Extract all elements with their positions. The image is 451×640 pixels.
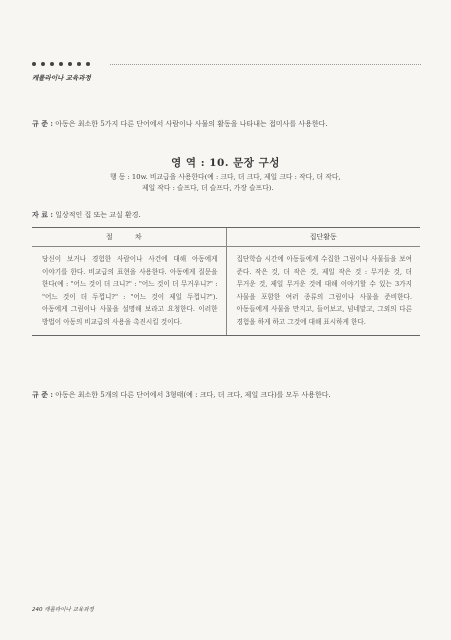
header-dot <box>50 62 54 66</box>
behavior-block <box>110 172 410 194</box>
header-dot <box>77 62 81 66</box>
header-divider <box>110 64 421 65</box>
activity-table <box>32 227 420 336</box>
criterion-label: 규 준 : <box>32 119 53 128</box>
behavior-line-1: 10w. 비교급을 사용한다(예 : 크다, 더 크다, 제일 크다 : 작다, 더 작다, <box>131 173 341 181</box>
header-dot <box>68 62 72 66</box>
criterion-text: 아동은 최소한 5가지 다른 단어에서 사람이나 사물의 활동을 나타내는 접미사를 사용한다. <box>55 120 328 128</box>
header-dot <box>59 62 63 66</box>
header-dot <box>86 62 90 66</box>
behavior-label: 행 동 : <box>110 173 130 181</box>
page-footer <box>32 605 94 613</box>
criterion-2 <box>32 390 423 400</box>
group-activity-header: 집단활동 <box>309 233 337 241</box>
criterion-text: 아동은 최소한 5개의 다른 단어에서 3형태(예 : 크다, 더 크다, 제일 크다)를 모두 사용한다. <box>55 391 331 399</box>
header-dot <box>41 62 45 66</box>
criterion-label: 규 준 : <box>32 390 53 399</box>
header-dots <box>32 62 90 66</box>
material-text: 일상적인 집 또는 교실 환경. <box>55 211 141 219</box>
section-title: 영 역 : 10. 문장 구성 <box>171 157 280 169</box>
table-body-row <box>32 247 420 335</box>
page-number: 240 <box>32 607 43 613</box>
running-header: 캐롤라이나 교육과정 <box>32 74 91 82</box>
procedure-header: 절 차 <box>32 228 227 246</box>
table-header-row <box>32 228 420 247</box>
group-activity-text: 집단학습 시간에 아동들에게 수집한 그림이나 사물들을 보여 준다. 작은 것, 더 작은 것, 제일 작은 것 : 무거운 것, 더 무거운 것, 제일 무거운 것에 대해 이야기할 수 있는 3가지 사물을 포함한 여러 종류의 그림이나 사물을 준비한다. 아동들에게 사물을 만지고, 들어보고, 넘네맡고, 그외의 다른 경험을 하게 하고 그것에 대해 표시하게 한다. <box>236 255 412 326</box>
header-dot <box>32 62 36 66</box>
behavior-line-2: 제일 작다 : 슬프다, 더 슬프다, 가장 슬프다). <box>142 184 274 192</box>
material-label: 자 료 : <box>32 210 53 219</box>
footer-title: 캐롤라이나 교육과정 <box>44 607 94 613</box>
material-line <box>32 210 141 220</box>
procedure-text: 당신이 보거나 경험한 사람이나 사건에 대해 아동에게 이야기를 한다. 비교급의 표현을 사용한다. 아동에게 질문을 한다(예 : "어느 것이 더 크니?" : "어느 것이 더 무거우니?" : "어느 것이 더 두껍니?" : "어느 것이 제일 두껍니?"). 아동에게 그림이나 사물을 설명해 보라고 요청한다. 이러한 방법이 아동의 비교급의 사용을 촉진시킬 것이다. <box>32 247 227 335</box>
criterion-1 <box>32 119 423 129</box>
